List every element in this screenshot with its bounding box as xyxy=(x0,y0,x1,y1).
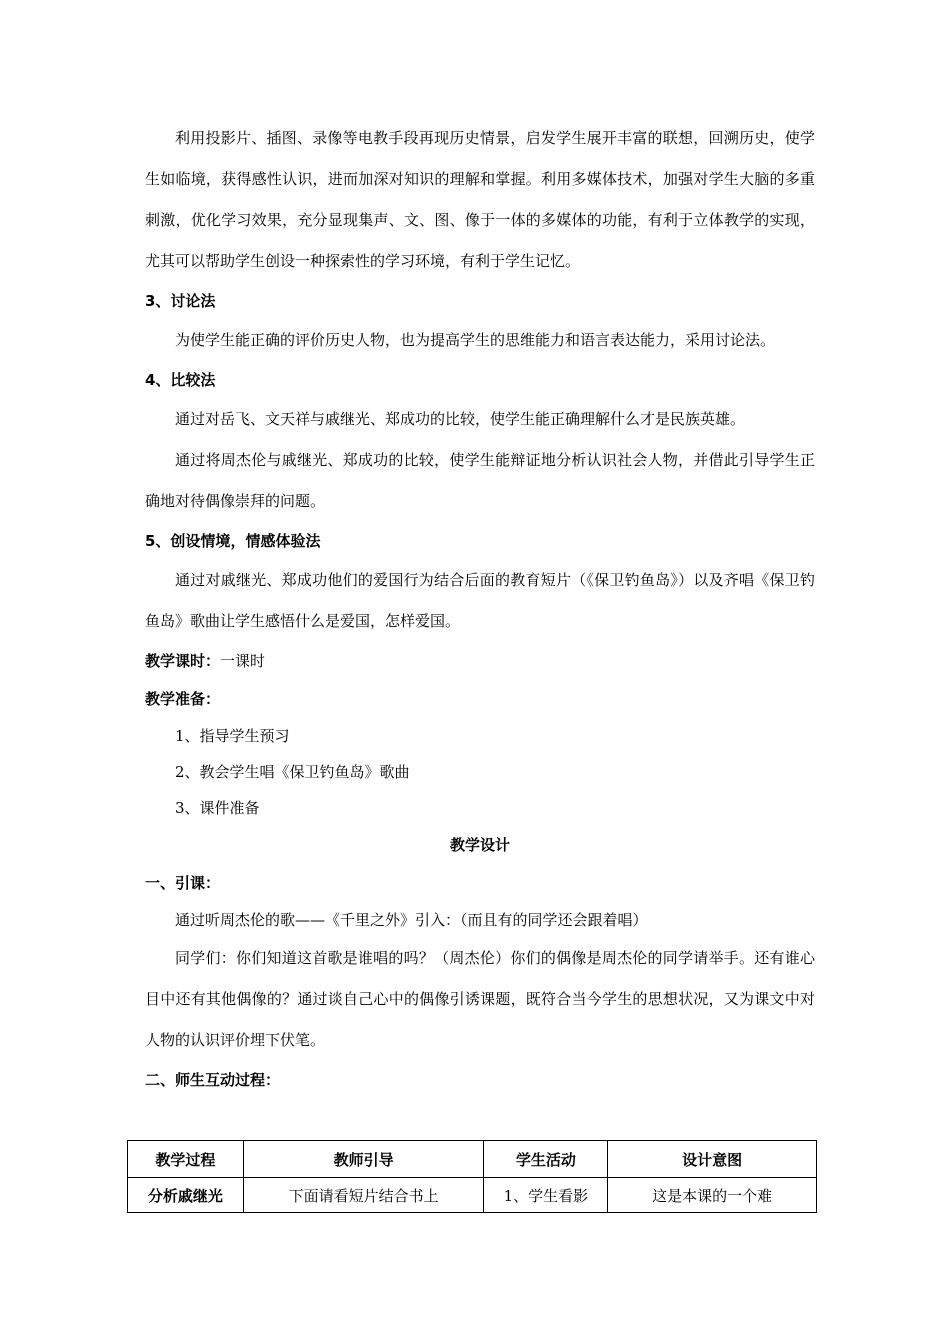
intro-paragraph-2: 同学们：你们知道这首歌是谁唱的吗？（周杰伦）你们的偶像是周杰伦的同学请举手。还有谁心目中还有其他偶像的？通过谈自己心中的偶像引诱课题，既符合当今学生的思想状况，又为课文中对人物的认识评价埋下伏笔。 xyxy=(145,949,815,1049)
table-header-cell: 设计意图 xyxy=(608,1141,817,1178)
teaching-process-table xyxy=(127,1140,817,1213)
table-header-row xyxy=(128,1141,817,1178)
interaction-heading: 二、师生互动过程： xyxy=(145,1071,281,1089)
intro-heading: 一、引课： xyxy=(145,874,221,892)
design-title: 教学设计 xyxy=(449,836,510,854)
table-cell: 分析戚继光 xyxy=(128,1178,244,1213)
table-cell: 1、学生看影 xyxy=(484,1178,608,1213)
preparation-item-3: 3、课件准备 xyxy=(175,799,260,817)
preparation-item-2: 2、教会学生唱《保卫钓鱼岛》歌曲 xyxy=(175,763,410,781)
table-header-cell: 教师引导 xyxy=(243,1141,484,1178)
table-cell: 这是本课的一个难 xyxy=(608,1178,817,1213)
heading-situation-method: 5、创设情境，情感体验法 xyxy=(145,532,321,550)
lesson-time xyxy=(145,642,815,680)
table-header-cell: 教学过程 xyxy=(128,1141,244,1178)
paragraph-discussion: 为使学生能正确的评价历史人物，也为提高学生的思维能力和语言表达能力，采用讨论法。 xyxy=(175,331,776,349)
table-row xyxy=(128,1178,817,1213)
paragraph-comparison-a: 通过对岳飞、文天祥与戚继光、郑成功的比较，使学生能正确理解什么才是民族英雄。 xyxy=(175,410,746,428)
document-page xyxy=(145,118,815,1099)
table-cell: 下面请看短片结合书上 xyxy=(243,1178,484,1213)
paragraph-multimedia: 利用投影片、插图、录像等电教手段再现历史情景，启发学生展开丰富的联想，回溯历史，使学生如临境，获得感性认识，进而加深对知识的理解和掌握。利用多媒体技术，加强对学生大脑的多重刺激，优化学习效果，充分显现集声、文、图、像于一体的多媒体的功能，有利于立体教学的实现，尤其可以帮助学生创设一种探索性的学习环境，有利于学生记忆。 xyxy=(145,129,815,270)
paragraph-comparison-b: 通过将周杰伦与戚继光、郑成功的比较，使学生能辩证地分析认识社会人物，并借此引导学生正确地对待偶像崇拜的问题。 xyxy=(145,451,815,510)
lesson-time-value: 一课时 xyxy=(220,652,266,670)
table-header-cell: 学生活动 xyxy=(484,1141,608,1178)
lesson-time-label: 教学课时： xyxy=(145,652,221,670)
paragraph-situation: 通过对戚继光、郑成功他们的爱国行为结合后面的教育短片（《保卫钓鱼岛》）以及齐唱《保卫钓鱼岛》歌曲让学生感悟什么是爱国，怎样爱国。 xyxy=(145,571,815,630)
preparation-label: 教学准备： xyxy=(145,690,221,708)
heading-discussion-method: 3、讨论法 xyxy=(145,292,216,310)
heading-comparison-method: 4、比较法 xyxy=(145,371,216,389)
preparation-item-1: 1、指导学生预习 xyxy=(175,727,290,745)
intro-paragraph-1: 通过听周杰伦的歌——《千里之外》引入：（而且有的同学还会跟着唱） xyxy=(175,911,648,929)
